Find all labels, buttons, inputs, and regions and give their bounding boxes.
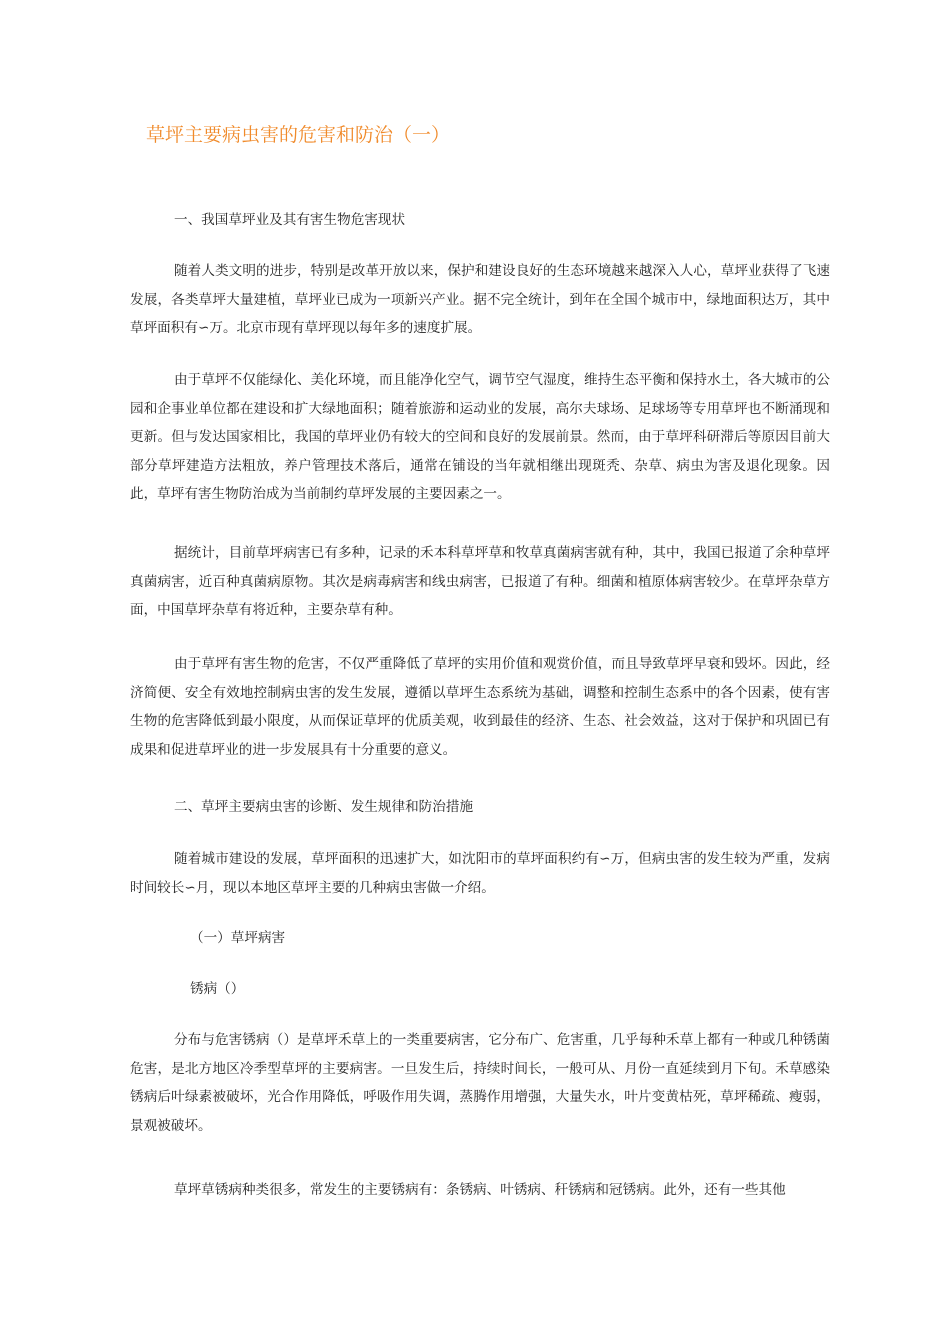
paragraph: 随着城市建设的发展，草坪面积的迅速扩大，如沈阳市的草坪面积约有∽万，但病虫害的发生较为严重，发病时间较长∽月，现以本地区草坪主要的几种病虫害做一介绍。 [130,851,830,896]
section-heading-2: 二、草坪主要病虫害的诊断、发生规律和防治措施 [174,799,474,815]
paragraph: 由于草坪有害生物的危害，不仅严重降低了草坪的实用价值和观赏价值，而且导致草坪早衰和毁坏。因此，经济简便、安全有效地控制病虫害的发生发展，遵循以草坪生态系统为基础，调整和控制生态系中的各个因素，使有害生物的危害降低到最小限度，从而保证草坪的优质美观，收到最佳的经济、生态、社会效益，这对于保护和巩固已有成果和促进草坪业的进一步发展具有十分重要的意义。 [130,656,830,758]
document-title: 草坪主要病虫害的危害和防治（一） [146,124,451,146]
paragraph: 分布与危害锈病（）是草坪禾草上的一类重要病害，它分布广、危害重，几乎每种禾草上都有一种或几种锈菌危害，是北方地区冷季型草坪的主要病害。一旦发生后，持续时间长，一般可从、月份一直延续到月下旬。禾草感染锈病后叶绿素被破坏，光合作用降低，呼吸作用失调，蒸腾作用增强，大量失水，叶片变黄枯死，草坪稀疏、瘦弱，景观被破坏。 [130,1032,830,1134]
disease-heading: 锈病（） [190,981,245,997]
paragraph: 由于草坪不仅能绿化、美化环境，而且能净化空气，调节空气湿度，维持生态平衡和保持水土，各大城市的公园和企事业单位都在建设和扩大绿地面积；随着旅游和运动业的发展，高尔夫球场、足球场等专用草坪也不断涌现和更新。但与发达国家相比，我国的草坪业仍有较大的空间和良好的发展前景。然而，由于草坪科研滞后等原因目前大部分草坪建造方法粗放，养户管理技术落后，通常在铺设的当年就相继出现斑秃、杂草、病虫为害及退化现象。因此，草坪有害生物防治成为当前制约草坪发展的主要因素之一。 [130,372,830,502]
subsection-heading: （一）草坪病害 [190,930,286,946]
paragraph: 据统计，目前草坪病害已有多种，记录的禾本科草坪草和牧草真菌病害就有种，其中，我国已报道了余种草坪真菌病害，近百种真菌病原物。其次是病毒病害和线虫病害，已报道了有种。细菌和植原体病害较少。在草坪杂草方面，中国草坪杂草有将近种，主要杂草有种。 [130,545,830,618]
section-heading-1: 一、我国草坪业及其有害生物危害现状 [174,212,406,228]
paragraph: 随着人类文明的进步，特别是改革开放以来，保护和建设良好的生态环境越来越深入人心，草坪业获得了飞速发展，各类草坪大量建植，草坪业已成为一项新兴产业。据不完全统计，到年在全国个城市中，绿地面积达万，其中草坪面积有∽万。北京市现有草坪现以每年多的速度扩展。 [130,263,830,336]
paragraph: 草坪草锈病种类很多，常发生的主要锈病有：条锈病、叶锈病、秆锈病和冠锈病。此外，还有一些其他 [174,1182,786,1198]
